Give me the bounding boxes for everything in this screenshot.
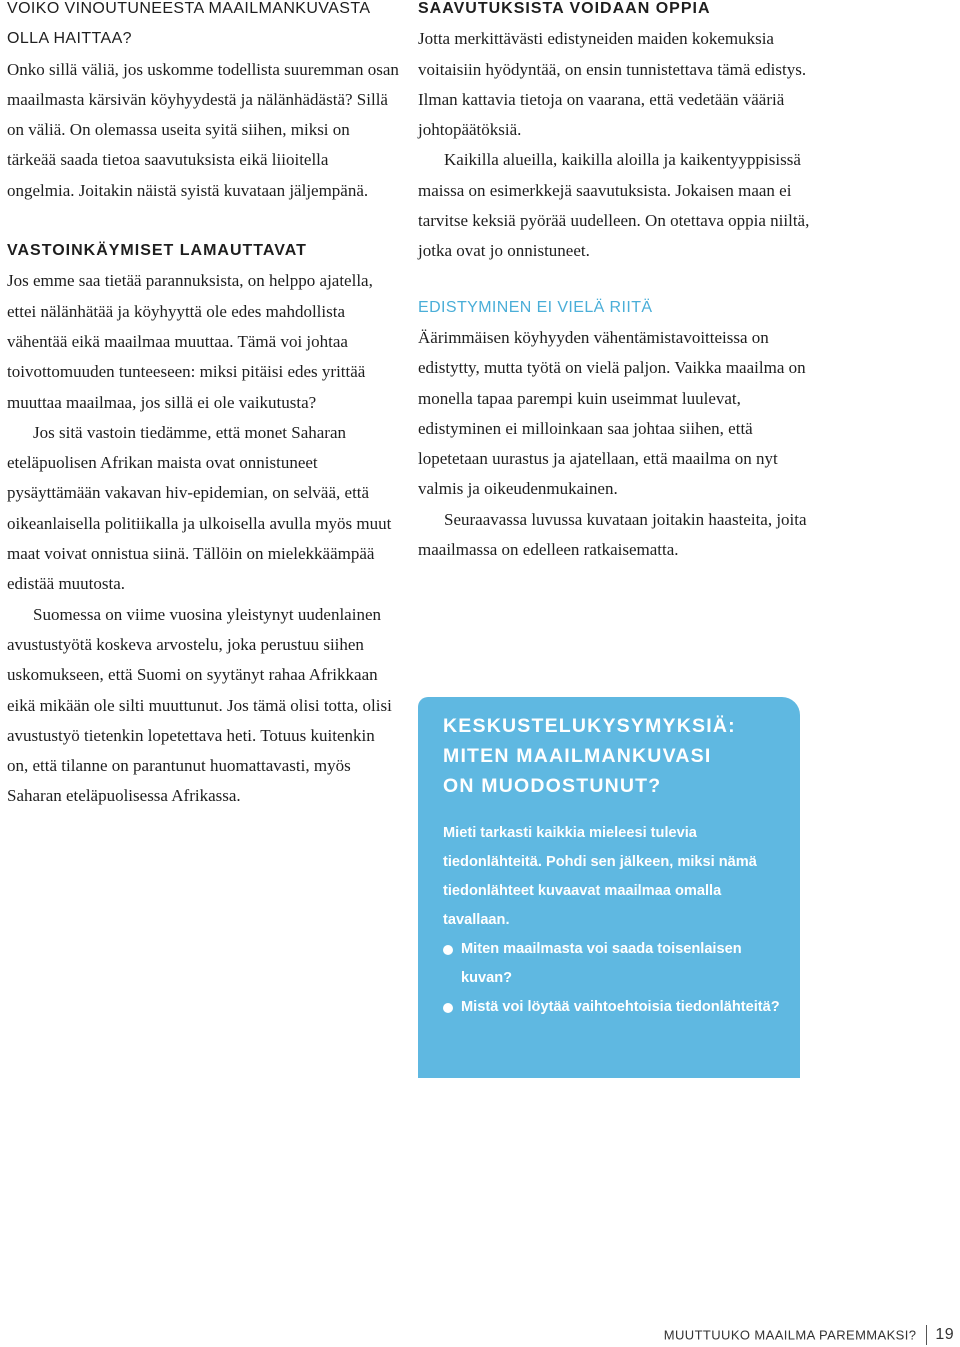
running-title: MUUTTUUKO MAAILMA PAREMMAKSI? bbox=[663, 1327, 917, 1343]
paragraph-does-it-matter: Onko sillä väliä, jos uskomme todellista suuremman osan maailmasta kärsivän köyhyydestä ja nälänhädästä? Sillä on väliä. On olemassa useita syitä siihen, miksi on tärkeää saada tietoa saavutuksista eikä liioitella ongelmia. Joitakin näistä syistä kuvataan jäljempänä. bbox=[7, 59, 399, 200]
bullet-icon bbox=[443, 945, 453, 955]
section-heading-distorted-worldview: VOIKO VINOUTUNEESTA MAAILMANKUVASTA OLLA HAITTAA? bbox=[7, 0, 370, 48]
footer-divider bbox=[926, 1325, 927, 1345]
paragraph-poverty-reduction: Äärimmäisen köyhyyden vähentämistavoitteissa on edistytty, mutta työtä on vielä paljon. Vaikka maailma on monella tapaa parempi kuin useimmat luulevat, edistyminen ei milloinkaan saa johtaa siihen, että lopetetaan uurastus ja ajatellaan, että maailma on nyt valmis ja oikeudenmukainen. bbox=[418, 327, 806, 499]
question-text: Miten maailmasta voi saada toisenlaisen kuvan? bbox=[461, 941, 742, 986]
page-footer bbox=[664, 1325, 954, 1345]
paragraph-no-improvement-knowledge: Jos emme saa tietää parannuksista, on helppo ajatella, ettei nälänhätää ja köyhyyttä ole edes mahdollista vähentää eikä maailmaa muuttaa. Tämä voi johtaa toivottomuuden tunteeseen: miksi pitäisi edes yrittää muuttaa maailmaa, jos sillä ei ole vaikutusta? bbox=[7, 271, 373, 412]
question-text: Mistä voi löytää vaihtoehtoisia tiedonlähteitä? bbox=[461, 999, 780, 1015]
discussion-title-line-1: KESKUSTELUKYSYMYKSIÄ: bbox=[443, 715, 736, 737]
discussion-question-list bbox=[443, 935, 780, 1022]
discussion-title-line-3: ON MUODOSTUNUT? bbox=[443, 775, 662, 797]
paragraph-identify-progress: Jotta merkittävästi edistyneiden maiden kokemuksia voitaisiin hyödyntää, on ensin tunnistettava tämä edistys. Ilman kattavia tietoja on vaarana, että vedetään vääriä johtopäätöksiä. bbox=[418, 29, 807, 140]
discussion-intro: Mieti tarkasti kaikkia mieleesi tulevia tiedonlähteitä. Pohdi sen jälkeen, miksi nämä tiedonlähteet kuvaavat maailmaa omalla tavallaan. bbox=[443, 825, 757, 928]
discussion-questions-box bbox=[418, 697, 800, 1078]
page-number: 19 bbox=[935, 1326, 954, 1343]
bullet-icon bbox=[443, 1003, 453, 1013]
discussion-box-title bbox=[443, 711, 780, 801]
paragraph-hiv-epidemic: Jos sitä vastoin tiedämme, että monet Saharan eteläpuolisen Afrikan maista ovat onnistuneet pysäyttämään vakavan hiv-epidemian, on selvää, että oikeanlaisella politiikalla ja ulkoisella avulla myös muut maat voivat onnistua siinä. Tällöin on mielekkäämpää edistää muutosta. bbox=[7, 422, 392, 594]
paragraph-examples-everywhere: Kaikilla alueilla, kaikilla aloilla ja kaikentyyppisissä maissa on esimerkkejä saavutuksista. Jokaisen maan ei tarvitse keksiä pyörää uudelleen. On otettava oppia niiltä, jotka ovat jo onnistuneet. bbox=[418, 150, 810, 261]
left-column bbox=[7, 0, 399, 812]
list-item bbox=[443, 993, 780, 1022]
right-column bbox=[418, 0, 818, 565]
section-heading-progress-not-enough: EDISTYMINEN EI VIELÄ RIITÄ bbox=[418, 298, 653, 316]
list-item bbox=[443, 935, 780, 993]
paragraph-aid-criticism: Suomessa on viime vuosina yleistynyt uudenlainen avustustyötä koskeva arvostelu, joka perustuu siihen uskomukseen, että Suomi on syytänyt rahaa Afrikkaan eikä mikään ole silti muuttunut. Jos tämä olisi totta, olisi avustustyö tietenkin lopetettava heti. Totuus kuitenkin on, että tilanne on parantunut huomattavasti, myös Saharan eteläpuolisessa Afrikassa. bbox=[7, 604, 392, 806]
section-heading-setbacks-paralyze: VASTOINKÄYMISET LAMAUTTAVAT bbox=[7, 242, 307, 260]
discussion-title-line-2: MITEN MAAILMANKUVASI bbox=[443, 745, 712, 767]
section-heading-learn-from-achievements: SAAVUTUKSISTA VOIDAAN OPPIA bbox=[418, 0, 711, 17]
paragraph-next-chapter: Seuraavassa luvussa kuvataan joitakin haasteita, joita maailmassa on edelleen ratkaisematta. bbox=[418, 509, 807, 560]
